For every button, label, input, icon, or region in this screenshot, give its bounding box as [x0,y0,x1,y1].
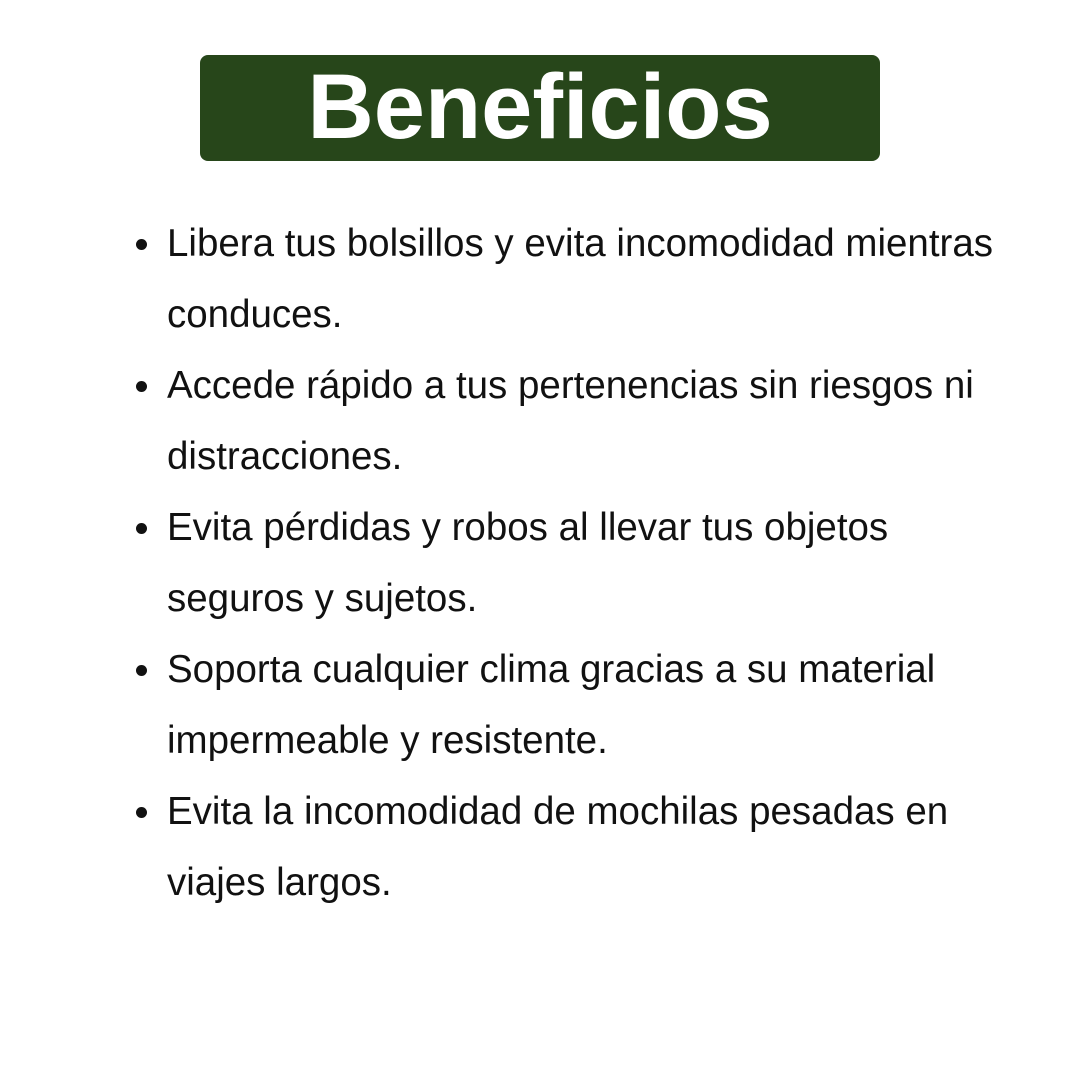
list-item [130,350,1010,492]
list-item [130,776,1010,918]
list-item [130,634,1010,776]
benefits-list [130,208,1010,918]
list-item [130,492,1010,634]
bullet-icon [136,665,147,676]
benefit-text: Libera tus bolsillos y evita incomodidad mientras conduces. [167,222,994,336]
bullet-icon [136,239,147,250]
benefit-text: Soporta cualquier clima gracias a su material impermeable y resistente. [167,648,936,762]
bullet-icon [136,807,147,818]
bullet-icon [136,381,147,392]
bullet-icon [136,523,147,534]
list-item [130,208,1010,350]
benefit-text: Evita pérdidas y robos al llevar tus objetos seguros y sujetos. [167,506,889,620]
benefit-text: Accede rápido a tus pertenencias sin riesgos ni distracciones. [167,364,974,478]
benefit-text: Evita la incomodidad de mochilas pesadas en viajes largos. [167,790,949,904]
title-banner [200,55,880,161]
page-title: Beneficios [307,55,773,158]
